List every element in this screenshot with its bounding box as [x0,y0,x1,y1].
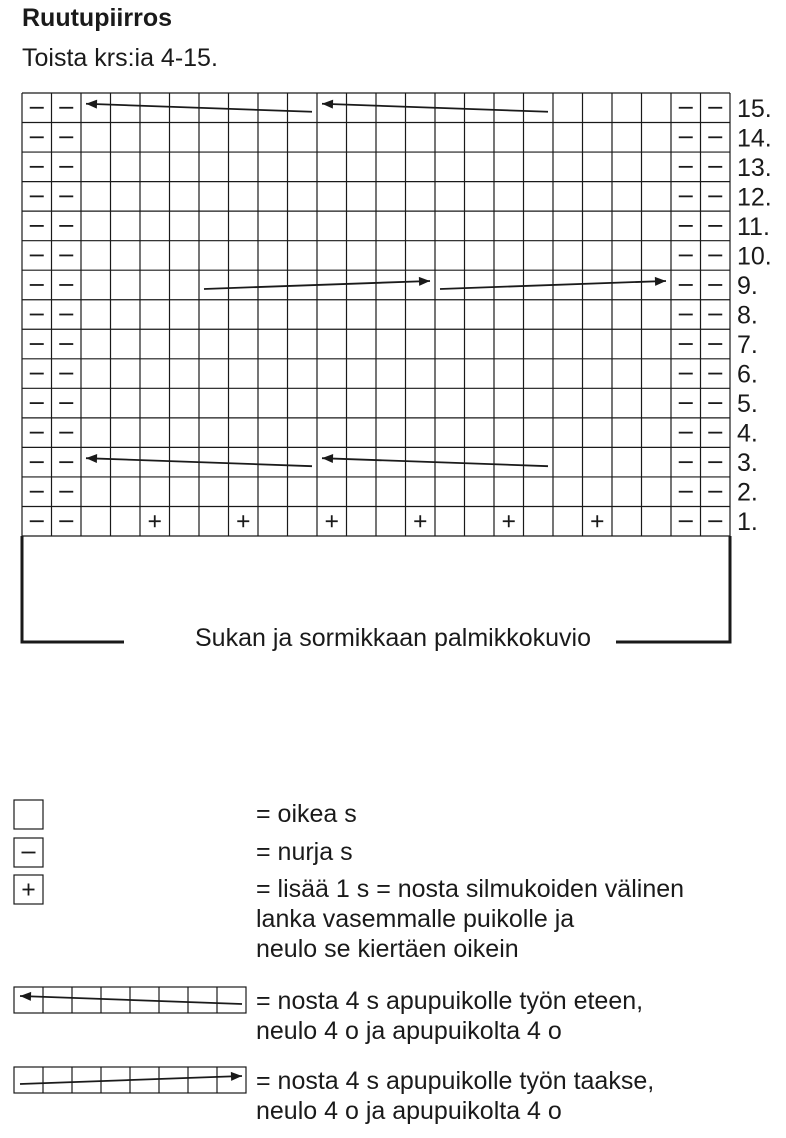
legend-text-line: neulo se kiertäen oikein [256,935,519,963]
row-label: 2. [737,478,758,507]
row-label: 13. [737,153,772,182]
row-label: 10. [737,242,772,271]
cable-arrowhead [322,100,333,109]
cable-arrowhead [322,454,333,463]
legend-plus-mark [23,884,35,896]
legend-text-line: neulo 4 o ja apupuikolta 4 o [256,1097,562,1125]
legend-cable-arrow [20,992,242,1004]
cable-arrowhead [231,1072,242,1081]
legend-item-cable-left [256,986,643,1046]
legend-text-line: lanka vasemmalle puikolle ja [256,905,575,933]
legend-text-line: = nosta 4 s apupuikolle työn taakse, [256,1067,655,1095]
row-label: 4. [737,419,758,448]
cable-shaft [20,1076,242,1084]
row-label: 12. [737,183,772,212]
legend-symbol-increase [14,875,43,904]
row-label: 1. [737,508,758,537]
legend-symbol-cable-left [14,987,246,1013]
legend-text-line: = lisää 1 s = nosta silmukoiden välinen [256,875,685,903]
increase-stitch [326,515,338,527]
chart-title: Ruutupiirros [22,4,172,32]
chart-grid [22,93,730,536]
legend-symbol-cable-right [14,1067,246,1093]
increase-stitch [237,515,249,527]
legend-text-line: = oikea s [256,800,357,828]
legend-cable-arrow [20,1072,242,1084]
row-label: 14. [737,124,772,153]
legend-symbol-purl [14,838,43,867]
row-label: 9. [737,271,758,300]
cable-shaft [20,996,242,1004]
legend-item-cable-right [256,1066,654,1126]
increase-stitch [503,515,515,527]
legend-icons [14,800,246,1093]
row-label: 5. [737,390,758,419]
pattern-bracket-right [616,536,730,642]
row-label: 7. [737,331,758,360]
legend-symbol-knit [14,800,43,829]
cable-arrowhead [86,100,97,109]
pattern-bracket [22,536,124,642]
pattern-caption-text: Sukan ja sormikkaan palmikkokuvio [179,624,607,652]
legend-item-increase [256,874,684,964]
row-label: 3. [737,449,758,478]
increase-stitch [591,515,603,527]
cable-arrowhead [20,992,31,1001]
chart-subtitle: Toista krs:ia 4-15. [22,44,218,72]
row-label: 6. [737,360,758,389]
cable-arrowhead [419,277,430,286]
row-label: 15. [737,94,772,123]
legend-item-purl [256,837,353,867]
cable-arrowhead [86,454,97,463]
row-labels [737,95,772,536]
legend-item-knit [256,799,357,829]
row-label: 8. [737,301,758,330]
legend-text-line: = nosta 4 s apupuikolle työn eteen, [256,987,644,1015]
cable-arrowhead [655,277,666,286]
legend-text-line: = nurja s [256,838,353,866]
legend-box [14,800,43,829]
increase-stitch [149,515,161,527]
row-label: 11. [737,212,770,241]
legend-text-line: neulo 4 o ja apupuikolta 4 o [256,1017,562,1045]
increase-stitch [414,515,426,527]
